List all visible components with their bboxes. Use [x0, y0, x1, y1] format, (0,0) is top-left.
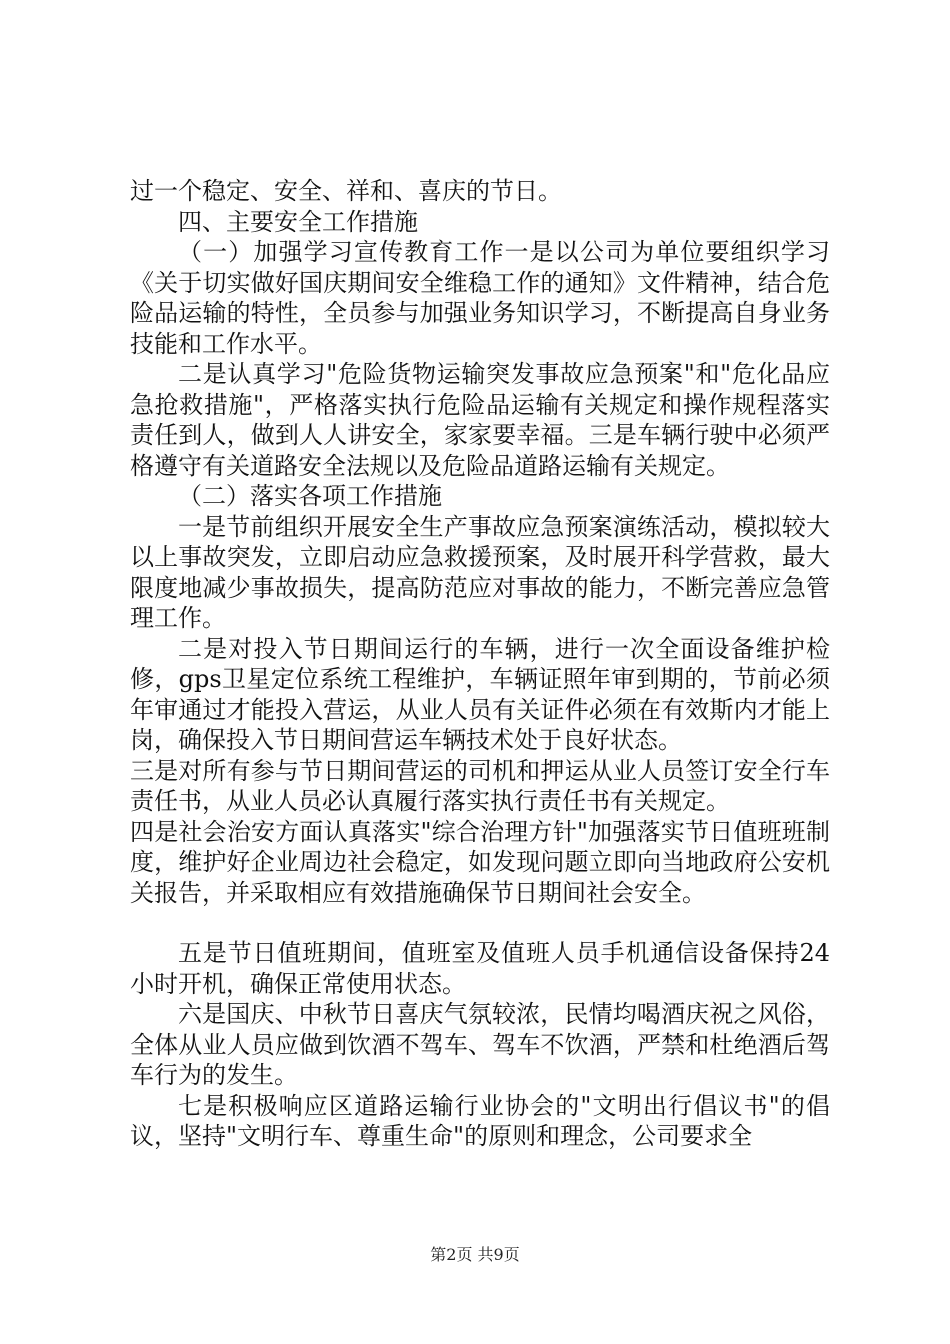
paragraph-public-security: 四是社会治安方面认真落实"综合治理方针"加强落实节日值班班制度，维护好企业周边社会稳定，如发现问题立即向当地政府公安机关报告，并采取相应有效措施确保节日期间社会安全。: [130, 817, 830, 907]
page-number-footer: 第2页 共9页: [430, 1245, 520, 1264]
paragraph-continuation: 过一个稳定、安全、祥和、喜庆的节日。: [130, 177, 562, 205]
paragraph-responsibility: 三是对所有参与节日期间营运的司机和押运从业人员签订安全行车责任书，从业人员必认真履行落实执行责任书有关规定。: [130, 756, 830, 815]
paragraph-vehicle-maintenance: 二是对投入节日期间运行的车辆，进行一次全面设备维护检修，gps卫星定位系统工程维护，车辆证照年审到期的，节前必须年审通过才能投入营运，从业人员有关证件必须在有效斯内才能上岗，确保投入节日期间营运车辆技术处于良好状态。: [130, 634, 830, 754]
paragraph-no-drink-drive: 六是国庆、中秋节日喜庆气氛较浓，民情均喝酒庆祝之风俗，全体从业人员应做到饮酒不驾车、驾车不饮酒，严禁和杜绝酒后驾车行为的发生。: [130, 1000, 830, 1089]
subsection-1-paragraph: （一）加强学习宣传教育工作一是以公司为单位要组织学习《关于切实做好国庆期间安全维稳工作的通知》文件精神，结合危险品运输的特性，全员参与加强业务知识学习，不断提高自身业务技能和工作水平。: [130, 238, 830, 358]
subsection-2-heading: （二）落实各项工作措施: [178, 482, 442, 510]
paragraph-civilized-travel: 七是积极响应区道路运输行业协会的"文明出行倡议书"的倡议，坚持"文明行车、尊重生命"的原则和理念，公司要求全: [130, 1091, 830, 1150]
section-heading-4: 四、主要安全工作措施: [178, 207, 418, 236]
paragraph-study-plans: 二是认真学习"危险货物运输突发事故应急预案"和"危化品应急抢救措施"，严格落实执行危险品运输有关规定和操作规程落实责任到人，做到人人讲安全，家家要幸福。三是车辆行驶中必须严格遵守有关道路安全法规以及危险品道路运输有关规定。: [130, 360, 830, 480]
paragraph-drill: 一是节前组织开展安全生产事故应急预案演练活动，模拟较大以上事故突发，立即启动应急救援预案，及时展开科学营救，最大限度地减少事故损失，提高防范应对事故的能力，不断完善应急管理工作。: [130, 512, 830, 632]
body-text: [130, 176, 830, 1152]
paragraph-duty: 五是节日值班期间，值班室及值班人员手机通信设备保持24小时开机，确保正常使用状态。: [130, 939, 830, 998]
